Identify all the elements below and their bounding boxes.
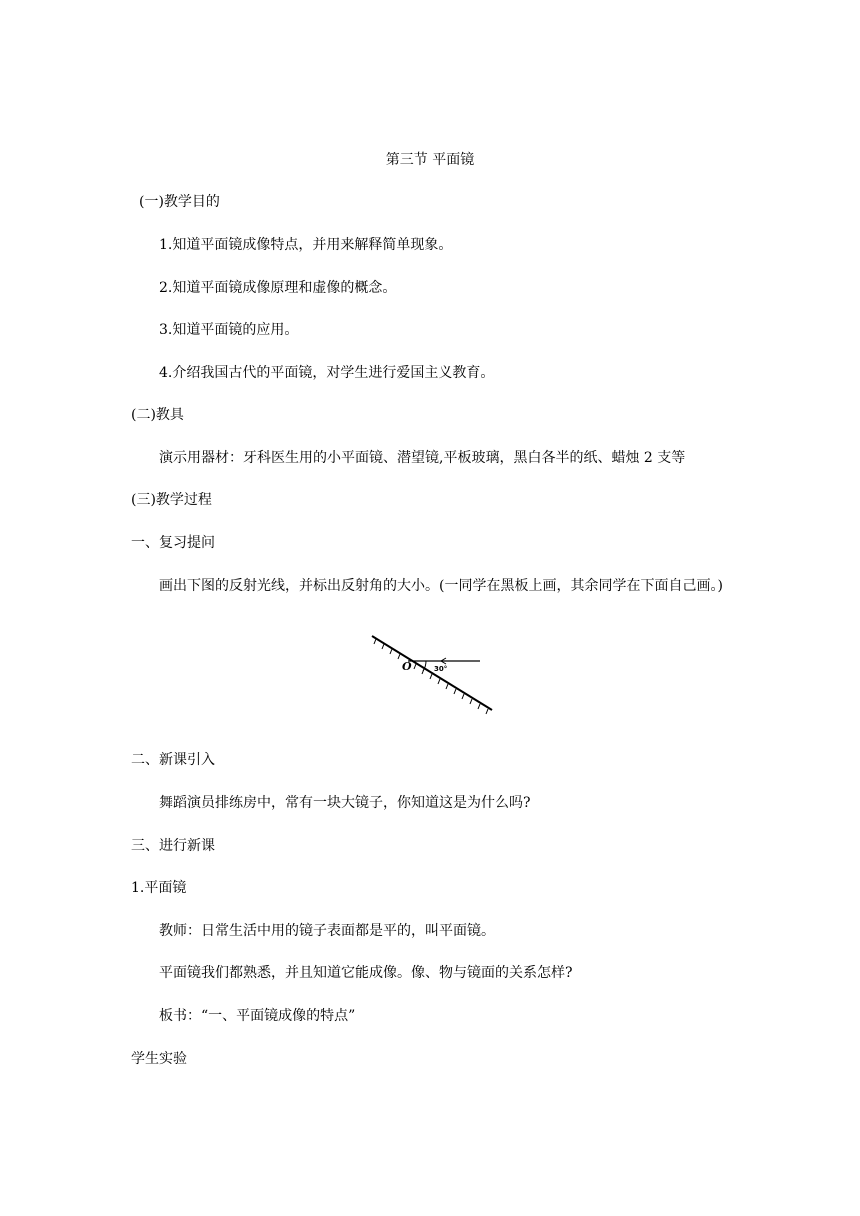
- objective-item: 3.知道平面镜的应用。: [159, 322, 299, 338]
- board-text: 板书：“一、平面镜成像的特点”: [159, 1008, 356, 1024]
- intro-text: 舞蹈演员排练房中，常有一块大镜子，你知道这是为什么吗?: [159, 795, 531, 811]
- experiment-heading: 学生实验: [131, 1051, 187, 1067]
- page-title: 第三节 平面镜: [385, 152, 475, 168]
- section1-heading: 1.平面镜: [131, 880, 187, 896]
- newlesson-heading: 三、进行新课: [131, 838, 215, 854]
- mirror-line: [372, 636, 492, 710]
- question-text: 平面镜我们都熟悉，并且知道它能成像。像、物与镜面的关系怎样?: [159, 965, 573, 981]
- point-label: O: [402, 660, 412, 673]
- angle-label: 30°: [434, 665, 448, 673]
- reflection-diagram: [368, 630, 498, 716]
- objective-item: 1.知道平面镜成像特点，并用来解释简单现象。: [159, 237, 453, 253]
- review-heading: 一、复习提问: [131, 535, 215, 551]
- process-heading: (三)教学过程: [131, 492, 212, 508]
- intro-heading: 二、新课引入: [131, 752, 215, 768]
- tools-heading: (二)教具: [131, 407, 184, 423]
- mirror-hatching: [374, 639, 488, 714]
- objective-item: 4.介绍我国古代的平面镜，对学生进行爱国主义教育。: [159, 365, 495, 381]
- review-text: 画出下图的反射光线，并标出反射角的大小。(一同学在黑板上画，其余同学在下面自己画。): [159, 578, 723, 594]
- objectives-heading: (一)教学目的: [139, 194, 220, 210]
- tools-text: 演示用器材：牙科医生用的小平面镜、潜望镜,平板玻璃，黑白各半的纸、蜡烛 2 支等: [159, 450, 686, 466]
- teacher-text: 教师：日常生活中用的镜子表面都是平的，叫平面镜。: [159, 923, 495, 939]
- objective-item: 2.知道平面镜成像原理和虚像的概念。: [159, 280, 397, 296]
